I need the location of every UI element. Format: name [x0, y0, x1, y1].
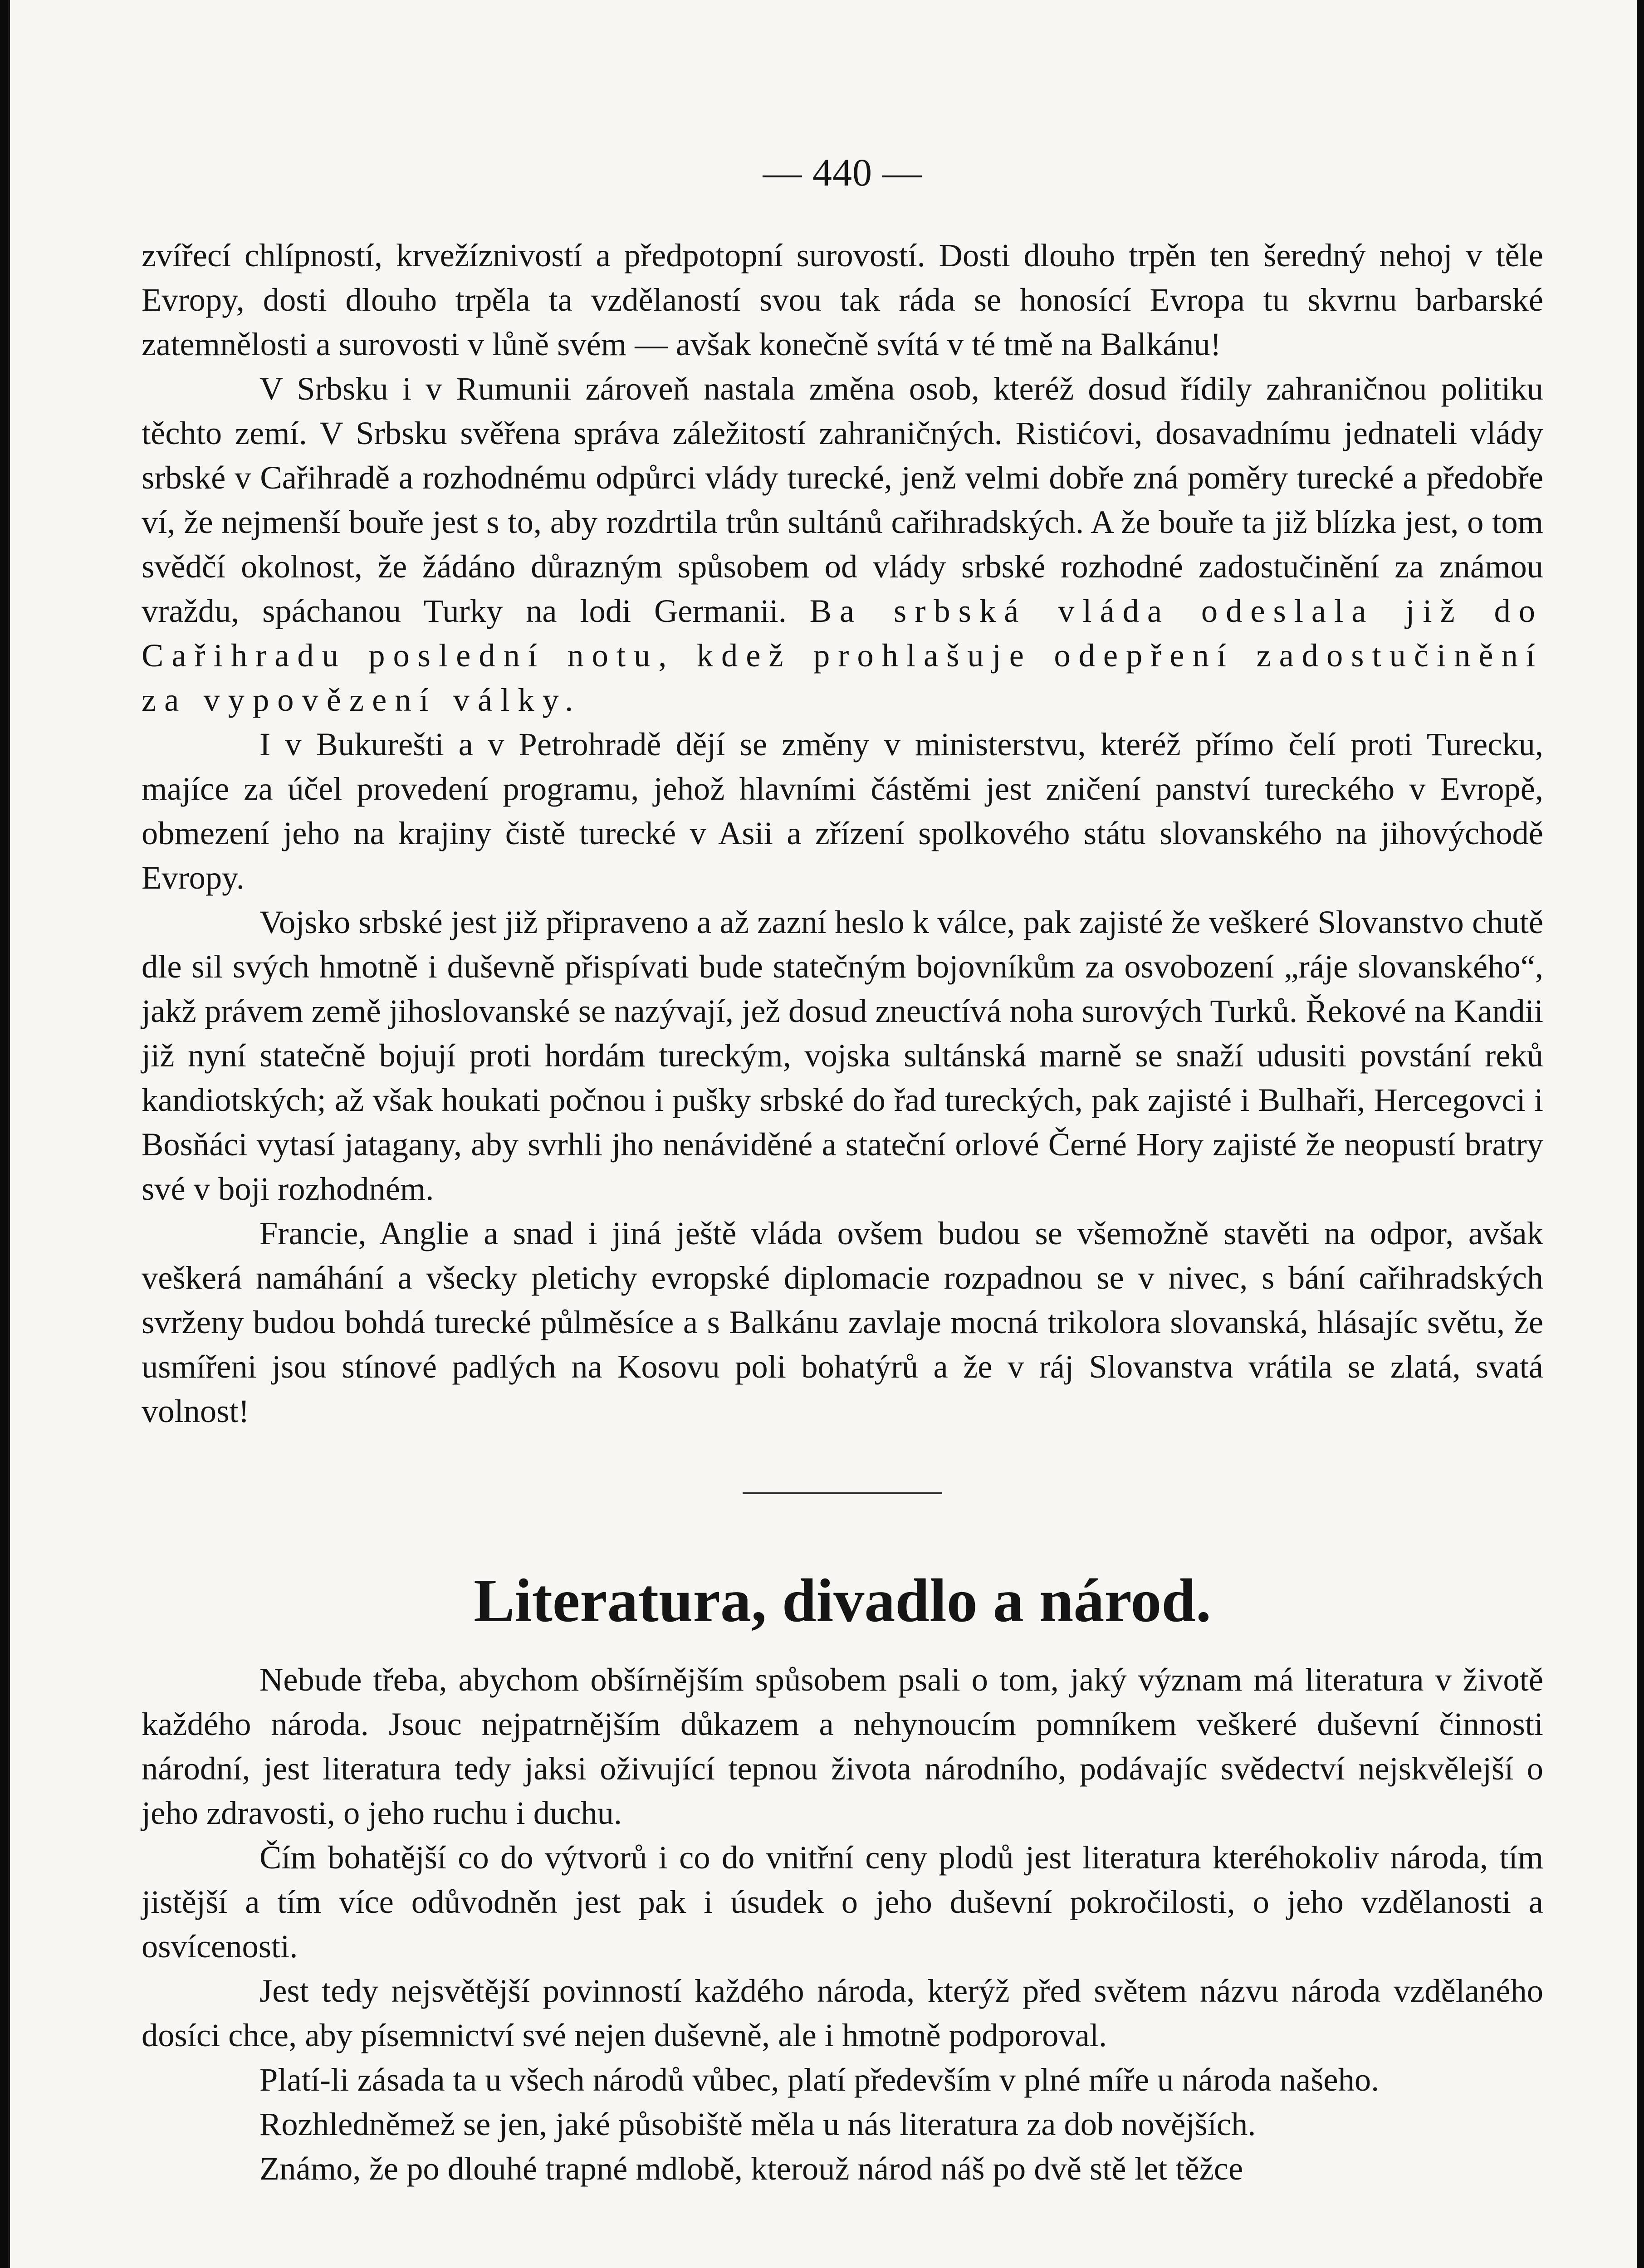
paragraph	[142, 1835, 1543, 1969]
paragraph	[142, 1211, 1543, 1433]
paragraph	[142, 2102, 1543, 2146]
paragraph	[142, 1969, 1543, 2058]
paragraph-text: Platí-li zásada ta u všech národů vůbec, platí především v plné míře u národa našeho.	[259, 2061, 1380, 2098]
paragraph-text: Rozhledněmež se jen, jaké působiště měla u nás literatura za dob novějších.	[259, 2106, 1256, 2142]
paragraph	[142, 722, 1543, 900]
page-content	[142, 145, 1543, 2191]
paragraph	[142, 233, 1543, 367]
paragraph	[142, 900, 1543, 1211]
paragraph	[142, 2146, 1543, 2191]
paragraph-text: zvířecí chlípností, krvežíznivostí a předpotopní surovostí. Dosti dlouho trpěn ten šeredný nehoj v těle Evropy, dosti dlouho trpěla ta vzdělaností svou tak ráda se honosící Evropa tu skvrnu barbarské zatemnělosti a surovosti v lůně svém — avšak konečně svítá v té tmě na Balkánu!	[142, 237, 1543, 362]
emphasized-text: Ba srbská vláda odeslala již do Cařihradu poslední notu, kdež prohlašuje odepření zadostučinění za vypovězení války.	[142, 592, 1543, 718]
paragraph-text: Čím bohatější co do výtvorů i co do vnitřní ceny plodů jest literatura kteréhokoliv národa, tím jistější a tím více odůvodněn jest pak i úsudek o jeho duševní pokročilosti, o jeho vzdělanosti a osvícenosti.	[142, 1839, 1543, 1965]
paragraph	[142, 2058, 1543, 2102]
paper-sheet	[8, 0, 1637, 2268]
paragraph-text: Nebude třeba, abychom obšírnějším spůsobem psali o tom, jaký význam má literatura v životě každého národa. Jsouc nejpatrnějším důkazem a nehynoucím pomníkem veškeré duševní činnosti národní, jest literatura tedy jaksi oživující tepnou života národního, podávajíc svědectví nejskvělejší o jeho zdravosti, o jeho ruchu i duchu.	[142, 1661, 1543, 1831]
paragraph-text: Vojsko srbské jest již připraveno a až zazní heslo k válce, pak zajisté že veškeré Slovanstvo chutě dle sil svých hmotně i duševně přispívati bude statečným bojovníkům za osvobození „ráje slovanského“, jakž právem země jihoslovanské se nazývají, jež dosud zneuctívá noha surových Turků. Řekové na Kandii již nyní statečně bojují proti hordám tureckým, vojska sultánská marně se snaží udusiti povstání reků kandiotských; až však houkati počnou i pušky srbské do řad tureckých, pak zajisté i Bulhaři, Hercegovci i Bosňáci vytasí jatagany, aby svrhli jho nenáviděné a stateční orlové Černé Hory zajisté že neopustí bratry své v boji rozhodném.	[142, 904, 1543, 1207]
paragraph-text: Jest tedy nejsvětější povinností každého národa, kterýž před světem názvu národa vzdělaného dosíci chce, aby písemnictví své nejen duševně, ale i hmotně podporoval.	[142, 1972, 1543, 2053]
paragraph-text: V Srbsku i v Rumunii zároveň nastala změna osob, kteréž dosud řídily zahraničnou politiku těchto zemí. V Srbsku svěřena správa záležitostí zahraničných. Ristićovi, dosavadnímu jednateli vlády srbské v Cařihradě a rozhodnému odpůrci vlády turecké, jenž velmi dobře zná poměry turecké a předobře ví, že nejmenší bouře jest s to, aby rozdrtila trůn sultánů cařihradských. A že bouře ta již blízka jest, o tom svědčí okolnost, že žádáno důrazným spůsobem od vlády srbské rozhodné zadostučinění za známou vraždu, spáchanou Turky na lodi Germanii.	[142, 370, 1543, 629]
page-number: — 440 —	[763, 151, 922, 194]
section-divider	[743, 1492, 942, 1494]
paragraph-text: Známo, že po dlouhé trapné mdlobě, kterouž národ náš po dvě stě let těžce	[259, 2150, 1243, 2187]
article-continuation	[142, 233, 1543, 1433]
paragraph	[142, 367, 1543, 722]
article-title: Literatura, divadlo a národ.	[474, 1567, 1211, 1635]
paragraph-text: I v Bukurešti a v Petrohradě dějí se změny v ministerstvu, kteréž přímo čelí proti Turecku, majíce za účel provedení programu, jehož hlavními částěmi jest zničení panství tureckého v Evropě, obmezení jeho na krajiny čistě turecké v Asii a zřízení spolkového státu slovanského na jihovýchodě Evropy.	[142, 726, 1543, 896]
paragraph	[142, 1657, 1543, 1835]
paragraph-text: Francie, Anglie a snad i jiná ještě vláda ovšem budou se všemožně stavěti na odpor, avšak veškerá namáhání a všecky pletichy evropské diplomacie rozpadnou se v nivec, s bání cařihradských svrženy budou bohdá turecké půlměsíce a s Balkánu zavlaje mocná trikolora slovanská, hlásajíc světu, že usmířeni jsou stínové padlých na Kosovu poli bohatýrů a že v ráj Slovanstva vrátila se zlatá, svatá volnost!	[142, 1215, 1543, 1429]
article-body	[142, 1657, 1543, 2191]
